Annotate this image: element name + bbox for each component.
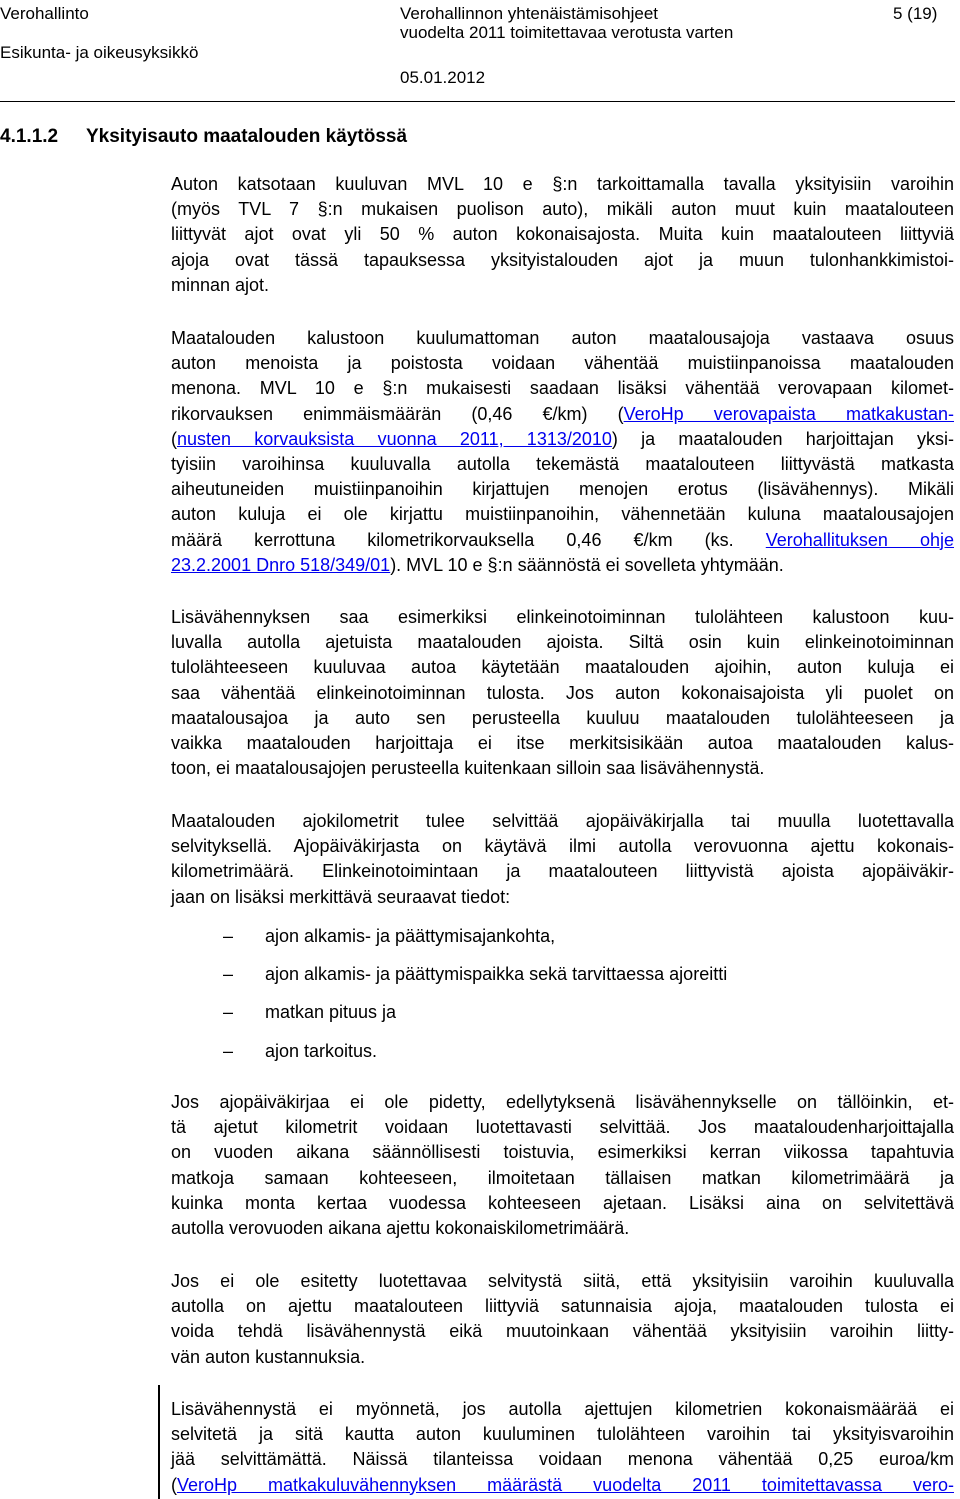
text-line: tulolähteeseen kuuluvaa autoa käytetään maatalouden ajoihin, auton kuluja ei (171, 657, 954, 678)
text-line: vän auton kustannuksia. (171, 1346, 366, 1367)
list-item-text: ajon alkamis- ja päättymispaikka sekä tarvittaessa ajoreitti (265, 964, 728, 984)
text-line: auton menoista ja poistosta voidaan vähentää muistiinpanoissa maatalouden (171, 353, 954, 374)
text-line: toon, ei maatalousajojen perusteella kuitenkaan silloin saa lisävähennystä. (171, 758, 765, 779)
list-item (171, 925, 555, 947)
text-line: aiheutuneiden muistiinpanoihin kirjattujen menojen erotus (lisävähennys). Mikäli (171, 479, 954, 500)
text-line: jaan on lisäksi merkittävä seuraavat tiedot: (171, 886, 511, 907)
page-number: 5 (19) (893, 4, 938, 23)
list-item (171, 1040, 377, 1062)
text-line: matkoja samaan kohteeseen, ilmoitetaan tällaisen matkan kilometrimäärä ja (171, 1167, 954, 1188)
text-line-with-link: määrä kerrottuna kilometrikorvauksella 0,46 €/km (ks. Verohallituksen ohje (171, 529, 954, 550)
text-line: auton kuluja ei ole kirjattu muistiinpanoihin, vähennetään kuluna maatalousajojen (171, 504, 954, 525)
list-item (171, 963, 727, 985)
list-item (171, 1001, 396, 1023)
link-verohp-verovapaista-cont[interactable]: nusten korvauksista vuonna 2011, 1313/2010 (177, 428, 612, 449)
change-bar (158, 1385, 160, 1499)
text-line: selvityksellä. Ajopäiväkirjasta on käytävä ilmi autolla verovuonna ajettu kokonais- (171, 836, 954, 857)
header-date: 05.01.2012 (400, 68, 486, 87)
text-line: tä ajetut kilometrit voidaan luotettavasti selvittää. Jos maataloudenharjoittajalla (171, 1117, 954, 1138)
text-line-with-link: 23.2.2001 Dnro 518/349/01). MVL 10 e §:n säännöstä ei sovelleta yhtymään. (171, 554, 784, 575)
paragraph-4 (171, 809, 954, 910)
text-line: on vuoden aikana säännöllisesti toistuvia, esimerkiksi kerran viikossa tapahtuvia (171, 1142, 954, 1163)
text-line-with-link: (nusten korvauksista vuonna 2011, 1313/2010) ja maatalouden harjoittajan yksi- (171, 428, 955, 449)
text-line-with-link: rikorvauksen enimmäismäärän (0,46 €/km) (VeroHp verovapaista matkakustan- (171, 403, 954, 424)
link-verohallituksen-ohje[interactable]: Verohallituksen ohje (765, 529, 954, 550)
text-line: tyisiin varoihinsa kuuluvalla autolla tekemästä maatalouteen liittyvästä matkasta (171, 454, 954, 475)
link-verohp-verovapaista[interactable]: VeroHp verovapaista matkakustan- (623, 403, 954, 424)
text-line: saa vähentää elinkeinotoiminnan tulosta. Jos auton kokonaisajoista yli puolet on (171, 682, 954, 703)
paragraph-1 (171, 172, 954, 298)
text-line: kuinka monta kertaa vuodessa kohteeseen ajetaan. Lisäksi aina on selvitettävä (171, 1192, 954, 1213)
header-unit: Esikunta- ja oikeusyksikkö (0, 43, 199, 62)
text-line: autolla on ajettu maatalouteen liittyviä satunnaisia ajoja, maatalouden tulosta ei (171, 1296, 954, 1317)
header-doc-title-2: vuodelta 2011 toimitettavaa verotusta varten (400, 23, 734, 42)
header-doc-title-1: Verohallinnon yhtenäistämisohjeet (400, 4, 659, 23)
text-line: vaikka maatalouden harjoittaja ei itse merkitsisikään autoa maatalouden kalus- (171, 733, 954, 754)
paragraph-5 (171, 1090, 954, 1241)
text-line: minnan ajot. (171, 274, 270, 295)
text-line: Lisävähennyksen saa esimerkiksi elinkeinotoiminnan tulolähteen kalustoon kuu- (171, 607, 954, 627)
section-heading (0, 126, 407, 148)
paragraph-6 (171, 1269, 954, 1370)
list-item-text: ajon alkamis- ja päättymisajankohta, (265, 926, 556, 946)
paragraph-2 (171, 326, 954, 578)
text-line: Lisävähennystä ei myönnetä, jos autolla ajettujen kilometrien kokonaismäärää ei (171, 1399, 954, 1419)
text-line: liittyvät ajot ovat yli 50 % auton kokonaisajosta. Muita kuin maatalouteen liittyviä (171, 224, 954, 245)
text-line: (myös TVL 7 §:n mukaisen puolison auto), mikäli auton muut kuin maatalouteen (171, 199, 954, 220)
text-line: Maatalouden ajokilometrit tulee selvittää ajopäiväkirjalla tai muulla luotettavalla (171, 811, 954, 831)
text-line: voida tehdä lisävähennystä eikä muutoinkaan vähentää yksityisiin varoihin liitty- (171, 1321, 954, 1342)
bullet-dash: – (223, 964, 234, 984)
paragraph-3 (171, 605, 954, 781)
text-line-with-link: (VeroHp matkakuluvähennyksen määrästä vuodelta 2011 toimitettavassa vero- (171, 1474, 954, 1495)
header-rule (0, 101, 955, 102)
text-line: jää selvittämättä. Näissä tilanteissa voidaan menona vähentää 0,25 euroa/km (171, 1449, 954, 1470)
text-line: luvalla autolla ajetuista maatalouden ajoista. Siltä osin kuin elinkeinotoiminnan (171, 632, 954, 653)
section-title: Yksityisauto maatalouden käytössä (86, 126, 408, 147)
text-line: Jos ajopäiväkirjaa ei ole pidetty, edellytyksenä lisävähennykselle on tällöinkin, et- (171, 1092, 954, 1112)
text-line: Jos ei ole esitetty luotettavaa selvitystä siitä, että yksityisiin varoihin kuuluvalla (171, 1271, 954, 1291)
list-item-text: ajon tarkoitus. (265, 1041, 378, 1061)
bullet-dash: – (223, 1041, 234, 1061)
list-item-text: matkan pituus ja (265, 1002, 397, 1022)
text-line: ajoja ovat tässä tapauksessa yksityistalouden ajot ja muun tulonhankkimistoi- (171, 249, 954, 270)
text-line: kilometrimäärä. Elinkeinotoimintaan ja maatalouteen liittyvistä ajoista ajopäiväkir- (171, 861, 954, 882)
bullet-dash: – (223, 926, 234, 946)
text-line: menona. MVL 10 e §:n mukaisesti saadaan lisäksi vähentää verovapaan kilomet- (171, 378, 954, 399)
text-line: Maatalouden kalustoon kuulumattoman auton maatalousajoja vastaava osuus (171, 328, 954, 348)
text-line: autolla verovuoden aikana ajettu kokonaiskilometrimäärä. (171, 1218, 630, 1239)
header-org: Verohallinto (0, 4, 89, 23)
text-line: maatalousajoa ja auto sen perusteella kuuluu maatalouden tulolähteeseen ja (171, 707, 954, 728)
section-number: 4.1.1.2 (0, 126, 59, 147)
paragraph-7 (171, 1397, 954, 1498)
link-dnro[interactable]: 23.2.2001 Dnro 518/349/01 (171, 554, 391, 575)
link-verohp-matkakulu[interactable]: VeroHp matkakuluvähennyksen määrästä vuodelta 2011 toimitettavassa vero- (177, 1474, 954, 1495)
text-line: selvitetä ja sitä kautta auton kuuluminen tulolähteen varoihin tai yksityisvaroihin (171, 1424, 954, 1445)
text-line: Auton katsotaan kuuluvan MVL 10 e §:n tarkoittamalla tavalla yksityisiin varoihin (171, 174, 954, 194)
bullet-dash: – (223, 1002, 234, 1022)
